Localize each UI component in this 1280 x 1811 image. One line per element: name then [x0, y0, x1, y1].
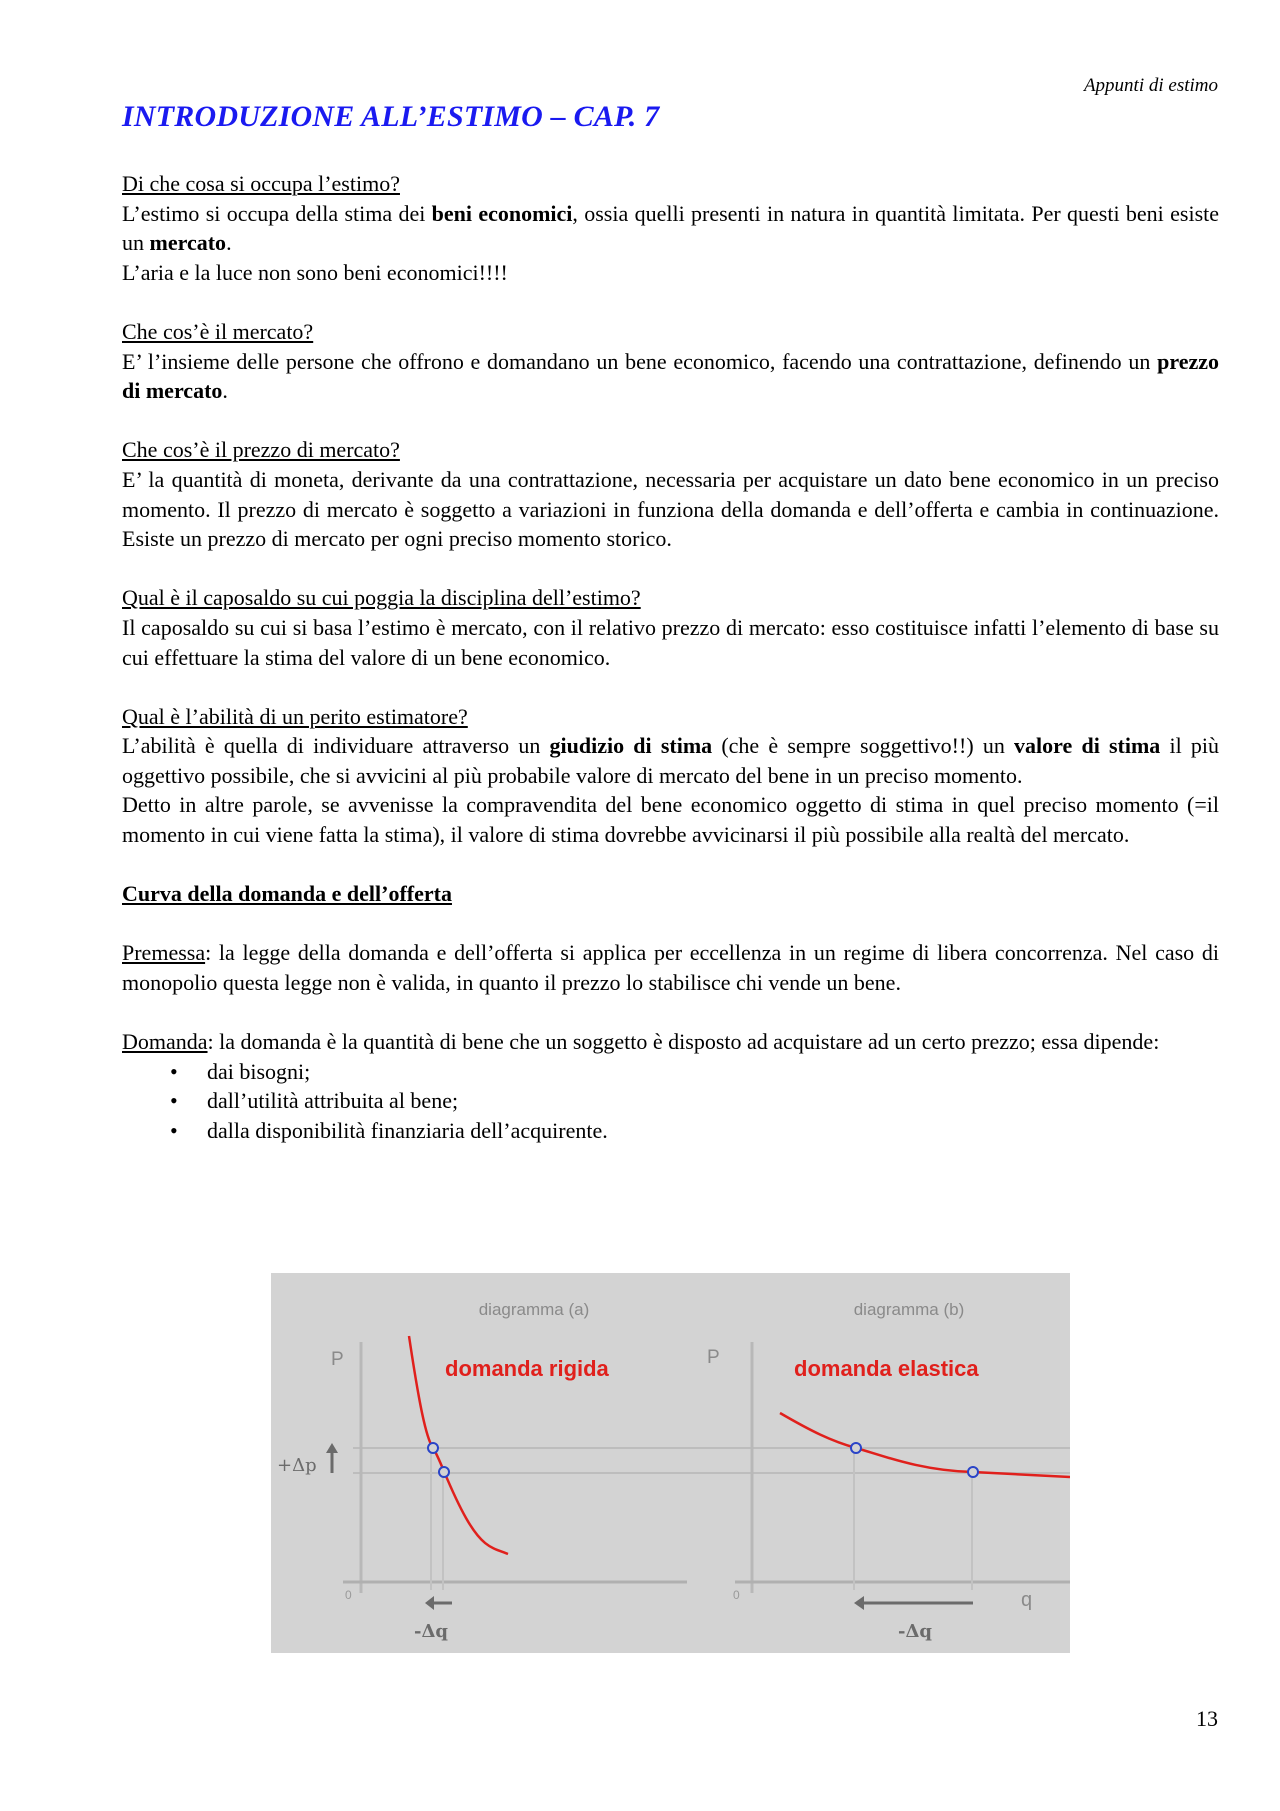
elastic-demand-curve: [780, 1413, 1070, 1477]
bold-term: giudizio di stima: [549, 733, 713, 759]
list-item: • dalla disponibilità finanziaria dell’acquirente.: [122, 1116, 1219, 1146]
page-title: INTRODUZIONE ALL’ESTIMO – CAP. 7: [122, 100, 660, 133]
point-b1: [851, 1443, 861, 1453]
bullet-icon: •: [170, 1058, 178, 1084]
bold-term: prezzo di mercato: [122, 348, 1219, 404]
arrow-up-icon: [326, 1443, 338, 1453]
bold-term: mercato: [149, 230, 227, 256]
panel-b-title: diagramma (b): [853, 1300, 965, 1319]
bold-term: valore di stima: [1014, 733, 1161, 759]
delta-p-label: +Δp: [277, 1455, 317, 1476]
rigid-demand-label: domanda rigida: [445, 1356, 609, 1381]
paragraph: E’ la quantità di moneta, derivante da una contrattazione, necessaria per acquistare un dato bene economico in un preciso momento. Il prezzo di mercato è soggetto a variazioni in funziona della domanda e dell’offerta e cambia in continuazione. Esiste un prezzo di mercato per ogni preciso momento storico.: [122, 466, 1219, 552]
point-a1: [428, 1443, 438, 1453]
y-axis-label-a: P: [331, 1349, 344, 1370]
paragraph: Detto in altre parole, se avvenisse la compravendita del bene economico oggetto di stima in quel preciso momento (=il momento in cui viene fatta la stima), il valore di stima dovrebbe avvicinarsi il più possibile alla realtà del mercato.: [122, 792, 1219, 848]
paragraph-domanda: Domanda: la domanda è la quantità di bene che un soggetto è disposto ad acquistare ad un certo prezzo; essa dipende:: [122, 1029, 1160, 1055]
question-heading: Che cos’è il mercato?: [122, 318, 314, 344]
delta-q-label-b: -Δq: [898, 1621, 933, 1642]
bold-term: beni economici: [431, 200, 573, 226]
origin-label-b: 0: [733, 1588, 740, 1602]
paragraph: Il caposaldo su cui si basa l’estimo è mercato, con il relativo prezzo di mercato: esso costituisce infatti l’elemento di base su cui effettuare la stima del valore di un bene economico.: [122, 614, 1219, 670]
paragraph: L’estimo si occupa della stima dei beni economici, ossia quelli presenti in natura in quantità limitata. Per questi beni esiste un mercato.: [122, 200, 1220, 256]
demand-diagrams: [271, 1273, 1070, 1653]
origin-label-a: 0: [345, 1588, 352, 1602]
demand-elasticity-figure: [271, 1273, 1070, 1653]
page-number: 13: [1196, 1706, 1218, 1731]
bullet-icon: •: [170, 1088, 178, 1114]
x-axis-label-b: q: [1021, 1589, 1033, 1611]
paragraph: E’ l’insieme delle persone che offrono e domandano un bene economico, facendo una contrattazione, definendo un prezzo di mercato.: [122, 348, 1219, 404]
question-heading: Che cos’è il prezzo di mercato?: [122, 437, 400, 463]
question-heading: Di che cosa si occupa l’estimo?: [122, 171, 400, 196]
paragraph-premessa: Premessa: la legge della domanda e dell’offerta si applica per eccellenza in un regime di libera concorrenza. Nel caso di monopolio questa legge non è valida, in quanto il prezzo lo stabilisce chi vende un bene.: [122, 940, 1219, 996]
dependency-list: [122, 1057, 1219, 1146]
paragraph: L’abilità è quella di individuare attraverso un giudizio di stima (che è sempre soggettivo!!) un valore di stima il più oggettivo possibile, che si avvicini al più probabile valore di mercato del bene in un preciso momento.: [122, 733, 1220, 788]
arrow-left-icon: [854, 1596, 864, 1610]
section-heading: Curva della domanda e dell’offerta: [122, 881, 452, 907]
list-item: • dall’utilità attribuita al bene;: [122, 1086, 1219, 1116]
document-body: [122, 169, 1219, 1146]
bullet-icon: •: [170, 1118, 178, 1143]
delta-q-label-a: -Δq: [414, 1621, 449, 1642]
arrow-left-icon: [425, 1596, 434, 1610]
list-item: • dai bisogni;: [122, 1057, 1219, 1087]
point-a2: [439, 1467, 449, 1477]
running-header: Appunti di estimo: [1083, 75, 1218, 96]
point-b2: [968, 1467, 978, 1477]
question-heading: Qual è l’abilità di un perito estimatore?: [122, 703, 468, 729]
y-axis-label-b: P: [707, 1347, 720, 1368]
paragraph: L’aria e la luce non sono beni economici!!!!: [122, 259, 508, 285]
question-heading: Qual è il caposaldo su cui poggia la disciplina dell’estimo?: [122, 585, 641, 611]
panel-a-title: diagramma (a): [478, 1300, 590, 1319]
elastic-demand-label: domanda elastica: [794, 1356, 979, 1381]
